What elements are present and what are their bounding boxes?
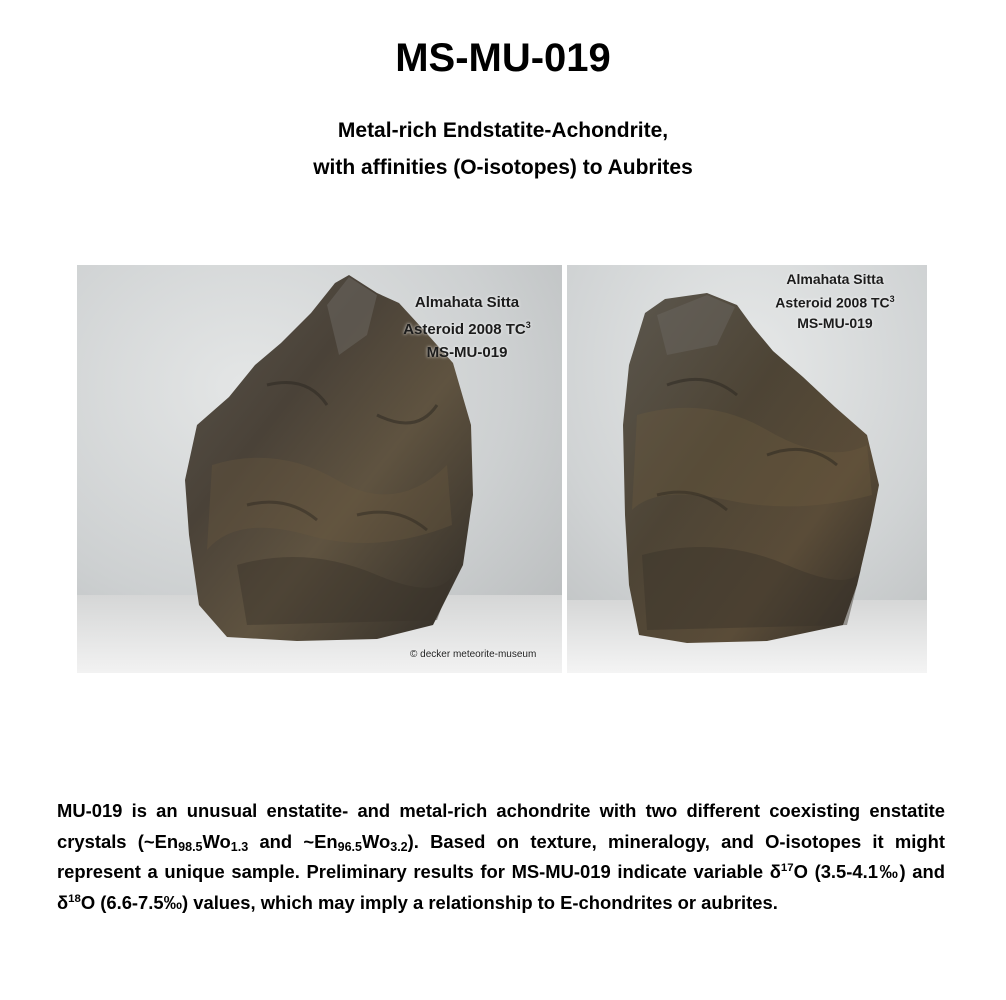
photo-caption-left	[377, 291, 557, 364]
caption-line-1: Almahata Sitta	[786, 271, 884, 287]
description-paragraph: MU-019 is an unusual enstatite- and metal-rich achondrite with two different coexisting enstatite crystals ($\sim En_{98.5}Wo_{1.3}$ and $\sim En_{96.5}Wo_{3.2}$). Based on texture, mineralogy, and O-isotopes it might represent a unique sample. Preliminary results for MS-MU-019 indicate variable $\delta^{17}O$ (3.5-4.1‰) and $\delta^{18}O$ (6.6-7.5‰) values, which may imply a relationship to E-chondrites or aubrites.	[57, 800, 945, 913]
subtitle-line-2: with affinities (O-isotopes) to Aubrites	[313, 156, 693, 179]
caption-line-1: Almahata Sitta	[414, 294, 520, 311]
caption-line-2: Asteroid 2008 $TC^3$	[775, 294, 895, 311]
page-title: MS-MU-019	[395, 36, 611, 80]
copyright-notice: © decker meteorite-museum	[410, 649, 537, 660]
caption-line-3: MS-MU-019	[797, 314, 873, 331]
caption-line-2: Asteroid 2008 $TC^3$	[403, 320, 531, 338]
caption-line-3: MS-MU-019	[426, 344, 508, 361]
meteorite-photo-right	[567, 265, 927, 673]
meteorite-photo-left	[77, 265, 562, 673]
photo-caption-right	[755, 269, 915, 333]
subtitle-line-1: Metal-rich Endstatite-Achondrite,	[337, 119, 669, 142]
